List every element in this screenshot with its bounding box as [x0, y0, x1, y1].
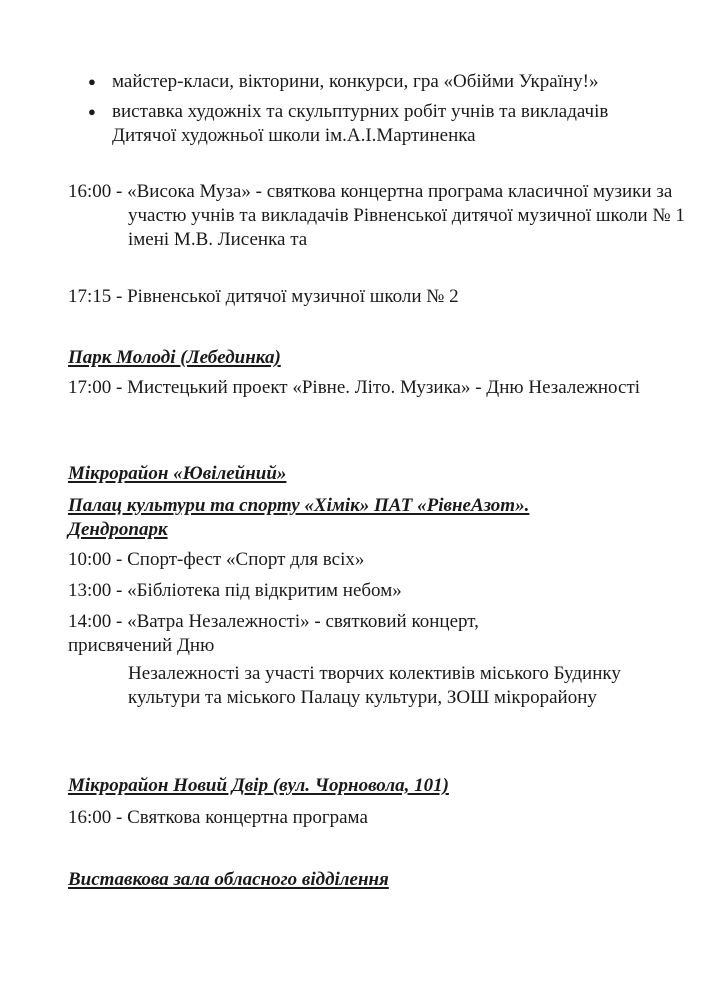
section-heading: Парк Молоді (Лебединка)	[68, 347, 281, 368]
bullet-icon: ●	[88, 104, 96, 119]
section-heading: Мікрорайон Новий Двір (вул. Чорновола, 101)	[68, 775, 449, 796]
bullet-text: майстер-класи, вікторини, конкурси, гра «Обійми Україну!»	[112, 71, 599, 92]
bullet-text: виставка художніх та скульптурних робіт учнів та викладачів Дитячої художньої школи ім.А.І.Мартиненка	[112, 101, 609, 146]
section-heading: Виставкова зала обласного відділення	[68, 869, 389, 890]
event-entry: 14:00 - «Ватра Незалежності» - святковий концерт, присвячений Дню	[68, 611, 479, 656]
event-continuation: Незалежності за участі творчих колективів міського Будинку культури та міського Палацу культури, ЗОШ мікрорайону	[128, 663, 621, 708]
event-entry: 17:00 - Мистецький проект «Рівне. Літо. Музика» - Дню Незалежності	[68, 377, 641, 398]
event-entry: 13:00 - «Бібліотека під відкритим небом»	[68, 580, 402, 601]
list-item	[86, 70, 666, 94]
section-subheading: Палац культури та спорту «Хімік» ПАТ «РівнеАзот». Дендропарк	[68, 495, 530, 540]
event-entry: 17:15 - Рівненської дитячої музичної школи № 2	[68, 286, 459, 307]
event-entry: 16:00 - «Висока Муза» - святкова концертна програма класичної музики за участю учнів та викладачів Рівненської дитячої музичної школи № 1 імені М.В. Лисенка та	[68, 181, 685, 250]
event-entry: 16:00 - Святкова концертна програма	[68, 807, 368, 828]
list-item	[86, 100, 666, 148]
bullet-icon: ●	[88, 74, 96, 89]
section-heading: Мікрорайон «Ювілейний»	[68, 463, 287, 484]
activity-bullet-list	[86, 70, 666, 154]
event-entry: 10:00 - Спорт-фест «Спорт для всіх»	[68, 549, 365, 570]
